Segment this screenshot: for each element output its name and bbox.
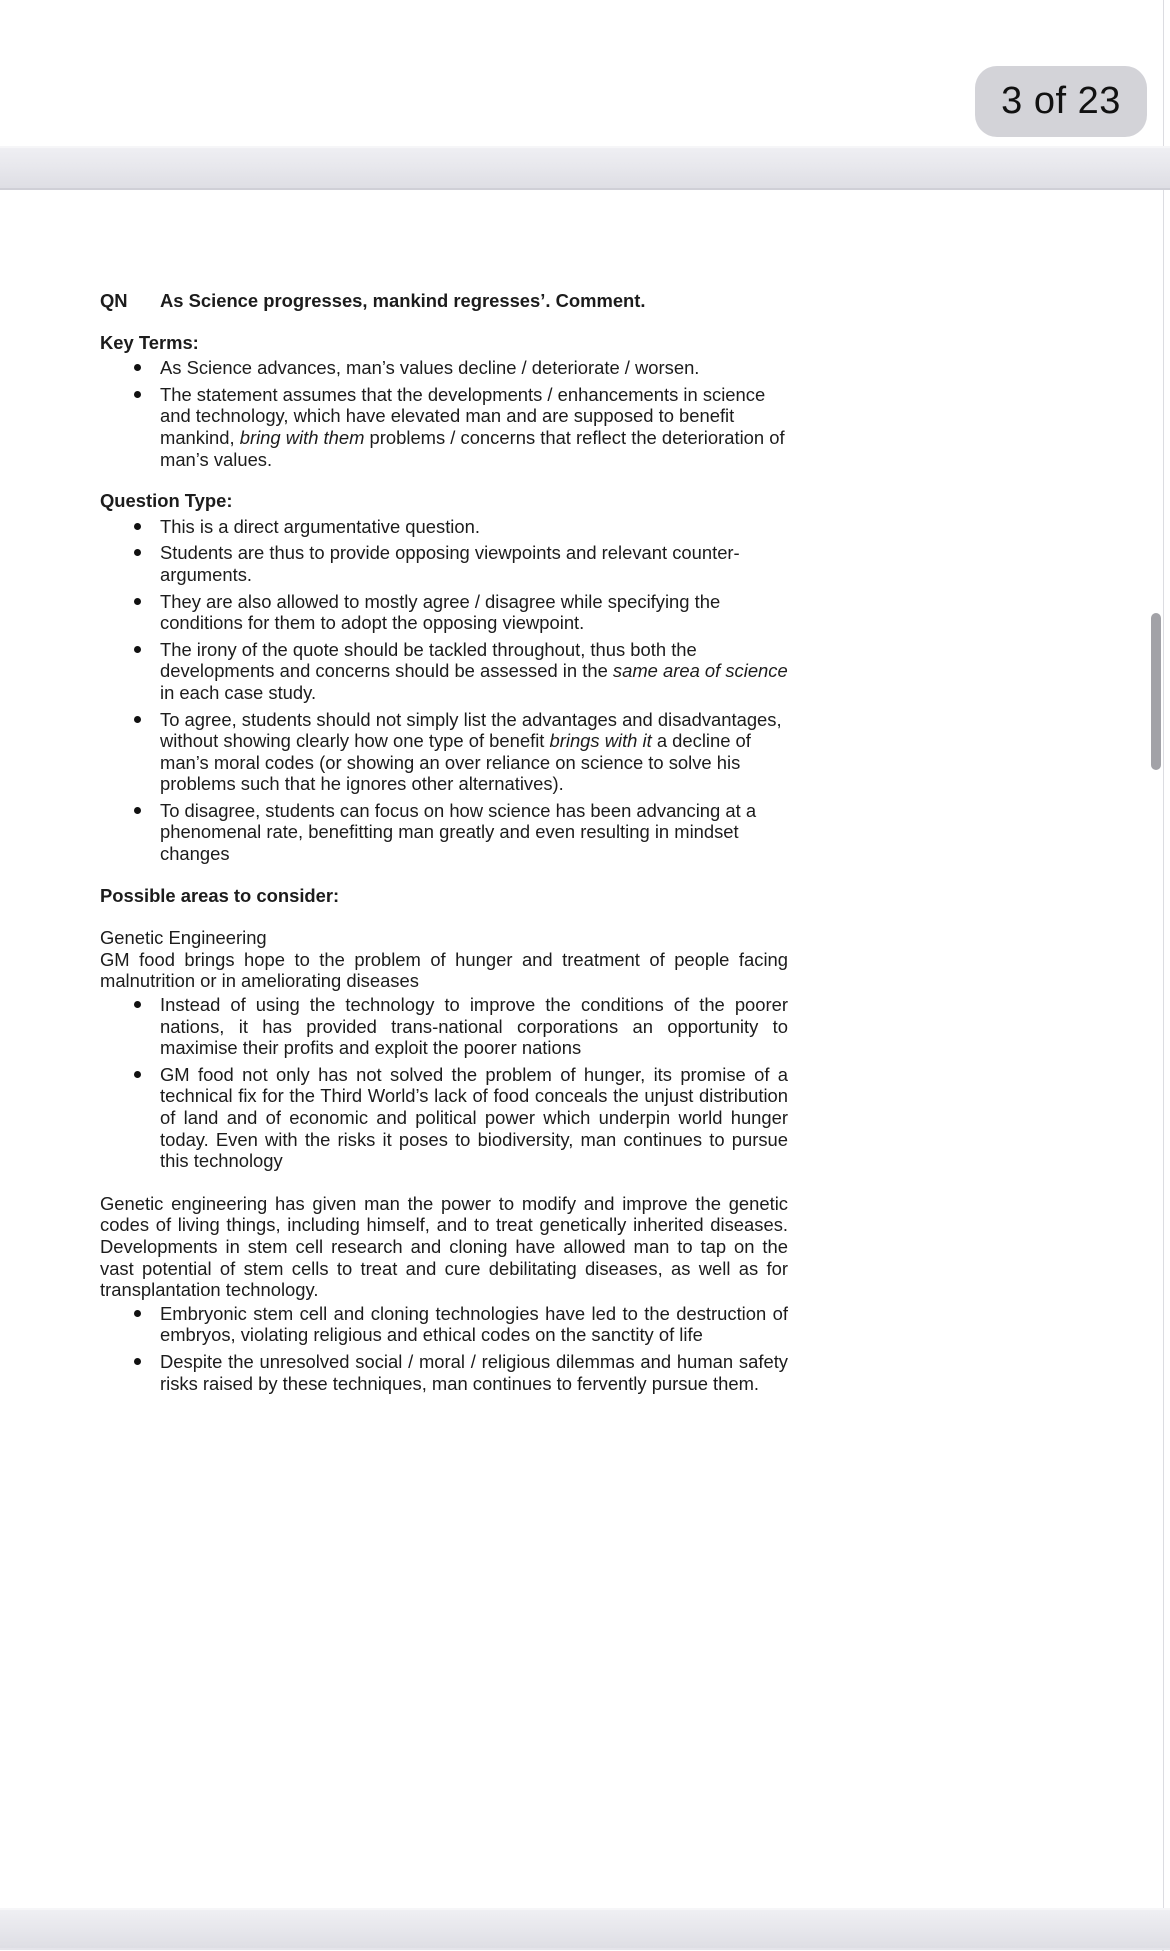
question-text	[160, 290, 646, 312]
text-run: To agree, students should not simply list the advantages and disadvantages, without showing clearly how one type of benefit	[160, 708, 782, 752]
bullet-text	[160, 516, 480, 537]
page-indicator-label: 3 of 23	[1001, 80, 1121, 122]
text-run: This is a direct argumentative question.	[160, 515, 480, 537]
bullet-dot-icon	[134, 598, 141, 605]
text-run: They are also allowed to mostly agree / disagree while specifying the conditions for them to adopt the opposing viewpoint.	[160, 590, 721, 634]
text-run: The irony of the quote should be tackled throughout, thus both the developments and concerns should be assessed in the	[160, 638, 697, 682]
bullet-text	[160, 591, 720, 634]
bullet-text	[160, 357, 699, 378]
bullet-dot-icon	[134, 716, 141, 723]
text-run: Genetic engineering has given man the power to modify and improve the genetic codes of living things, including himself, and to treat genetically inherited diseases. Developments in stem cell research and cloning have allowed man to tap on the vast potential of stem cells to treat and cure debilitating diseases, as well as for transplantation technology.	[100, 1192, 788, 1301]
bullet-item	[100, 800, 788, 865]
text-run: Genetic Engineering	[100, 927, 267, 949]
document-content	[0, 190, 788, 1394]
bullet-text	[160, 1303, 788, 1346]
paragraph	[100, 927, 788, 949]
bullet-dot-icon	[134, 807, 141, 814]
bullet-list	[100, 1303, 788, 1394]
bullet-item	[100, 516, 788, 538]
bullet-dot-icon	[134, 1358, 141, 1365]
bullet-item	[100, 1064, 788, 1172]
bullet-text	[160, 994, 788, 1058]
bullet-list	[100, 516, 788, 865]
italic-text-run: bring with them	[239, 426, 365, 448]
text-run: The statement assumes that the developments / enhancements in science and technology, which have elevated man and are supposed to benefit mankind,	[160, 383, 766, 448]
bullet-item	[100, 1351, 788, 1394]
text-run: As Science advances, man’s values decline / deteriorate / worsen.	[160, 357, 700, 379]
bullet-text	[160, 1064, 788, 1171]
bullet-dot-icon	[134, 1071, 141, 1078]
bullet-dot-icon	[134, 523, 141, 530]
text-run: Embryonic stem cell and cloning technologies have led to the destruction of embryos, violating religious and ethical codes on the sanctity of life	[160, 1302, 788, 1346]
bullet-text	[160, 709, 782, 795]
text-run: problems / concerns that reflect the deterioration of man’s values.	[160, 426, 785, 470]
text-run: Instead of using the technology to improve the conditions of the poorer nations, it has provided trans-national corporations an opportunity to maximise their profits and exploit the poorer nations	[160, 994, 788, 1059]
bullet-item	[100, 542, 788, 585]
bullet-text	[160, 542, 740, 585]
section-heading: Key Terms:	[100, 331, 199, 353]
bullet-dot-icon	[134, 646, 141, 653]
bullet-text	[160, 384, 785, 470]
italic-text-run: brings with it	[549, 730, 652, 752]
page-current	[0, 190, 1163, 1910]
bullet-text	[160, 1351, 788, 1394]
bullet-list	[100, 357, 788, 470]
bullet-item	[100, 639, 788, 704]
text-run: GM food not only has not solved the problem of hunger, its promise of a technical fix for the Third World’s lack of food conceals the unjust distribution of land and of economic and political power which underpin world hunger today. Even with the risks it poses to biodiversity, man continues to pursue this technology	[160, 1063, 788, 1172]
section-heading: Question Type:	[100, 490, 233, 512]
bullet-dot-icon	[134, 549, 141, 556]
text-run: As Science progresses, mankind regresses’. Comment.	[160, 290, 646, 311]
scrollbar-thumb[interactable]	[1151, 613, 1161, 770]
bullet-item	[100, 1303, 788, 1346]
text-run: Despite the unresolved social / moral / religious dilemmas and human safety risks raised by these techniques, man continues to fervently pursue them.	[160, 1350, 788, 1394]
bullet-item	[100, 591, 788, 634]
text-run: a decline of man’s moral codes (or showing an over reliance on science to solve his problems such that he ignores other alternatives).	[160, 730, 751, 795]
bullet-text	[160, 639, 788, 703]
question-label: QN	[100, 290, 128, 311]
text-run: GM food brings hope to the problem of hunger and treatment of people facing malnutrition or in ameliorating diseases	[100, 948, 788, 992]
bullet-dot-icon	[134, 391, 141, 398]
bullet-item	[100, 357, 788, 379]
text-run: Students are thus to provide opposing viewpoints and relevant counter-arguments.	[160, 542, 740, 585]
bullet-dot-icon	[134, 1310, 141, 1317]
bullet-dot-icon	[134, 364, 141, 371]
paragraph	[100, 949, 788, 992]
text-run: To disagree, students can focus on how science has been advancing at a phenomenal rate, benefitting man greatly and even resulting in mindset changes	[160, 799, 757, 865]
paragraph	[100, 1193, 788, 1301]
text-run: in each case study.	[160, 681, 317, 703]
page-gap-top	[0, 146, 1170, 190]
italic-text-run: same area of science	[612, 660, 788, 682]
page-gap-bottom	[0, 1908, 1170, 1950]
bullet-text	[160, 800, 756, 864]
bullet-item	[100, 709, 788, 795]
bullet-item	[100, 384, 788, 470]
question-title	[100, 290, 788, 312]
section-heading: Possible areas to consider:	[100, 884, 340, 906]
bullet-dot-icon	[134, 1001, 141, 1008]
bullet-list	[100, 994, 788, 1172]
page-indicator	[975, 66, 1147, 137]
bullet-item	[100, 994, 788, 1059]
